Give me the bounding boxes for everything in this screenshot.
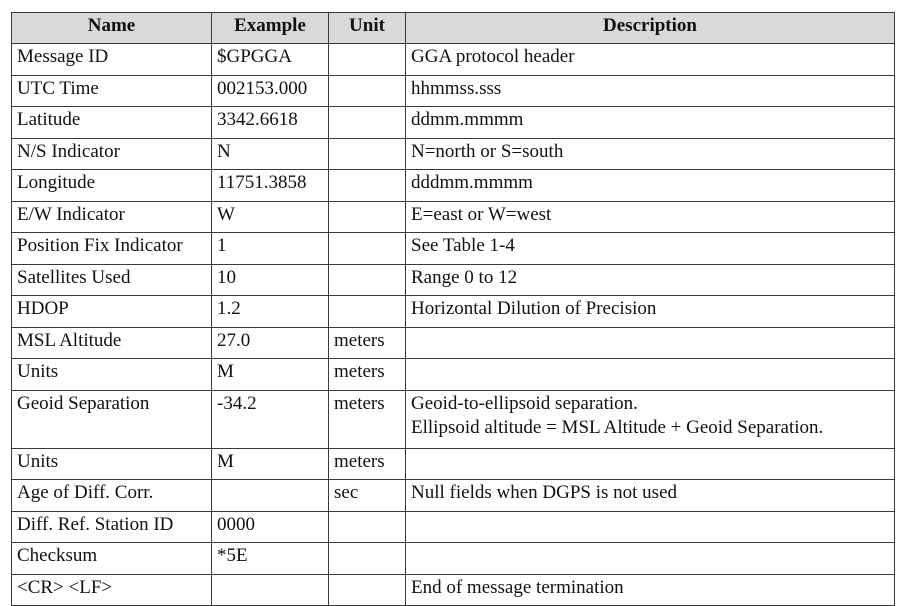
cell-description	[406, 233, 895, 265]
cell-name: Diff. Ref. Station ID	[12, 511, 212, 543]
description-line: End of message termination	[411, 576, 624, 598]
cell-unit	[329, 201, 406, 233]
cell-example: 0000	[212, 511, 329, 543]
cell-description	[406, 511, 895, 543]
description-line: dddmm.mmmm	[411, 172, 533, 193]
cell-unit: meters	[329, 327, 406, 359]
cell-name: <CR> <LF>	[12, 574, 212, 606]
cell-unit: meters	[329, 390, 406, 448]
cell-example: 1.2	[212, 296, 329, 328]
header-row	[12, 13, 895, 44]
table-row	[12, 107, 895, 139]
cell-unit	[329, 543, 406, 575]
cell-description	[406, 574, 895, 606]
cell-description	[406, 480, 895, 512]
gga-message-table	[11, 12, 895, 606]
cell-name: Latitude	[12, 107, 212, 139]
cell-unit	[329, 75, 406, 107]
description-line: GGA protocol header	[411, 46, 575, 67]
cell-unit	[329, 511, 406, 543]
description-line: Null fields when DGPS is not used	[411, 482, 677, 503]
cell-example: N	[212, 138, 329, 170]
cell-name: Geoid Separation	[12, 390, 212, 448]
table-row	[12, 448, 895, 480]
table-row	[12, 44, 895, 76]
cell-unit	[329, 44, 406, 76]
header-unit: Unit	[329, 13, 406, 44]
table-row	[12, 296, 895, 328]
description-line: Geoid-to-ellipsoid separation.	[411, 392, 638, 414]
table-container	[11, 12, 895, 606]
cell-description	[406, 359, 895, 391]
cell-description	[406, 138, 895, 170]
cell-unit	[329, 233, 406, 265]
cell-example: 10	[212, 264, 329, 296]
cell-unit	[329, 170, 406, 202]
cell-name: UTC Time	[12, 75, 212, 107]
description-line: E=east or W=west	[411, 203, 552, 225]
description-line: Ellipsoid altitude = MSL Altitude + Geoid Separation.	[411, 416, 824, 438]
table-row	[12, 511, 895, 543]
table-row	[12, 390, 895, 448]
cell-example	[212, 480, 329, 512]
cell-unit	[329, 107, 406, 139]
cell-name: Longitude	[12, 170, 212, 202]
table-row	[12, 543, 895, 575]
cell-description	[406, 390, 895, 448]
description-line: hhmmss.sss	[411, 77, 502, 99]
cell-name: Checksum	[12, 543, 212, 575]
cell-description	[406, 107, 895, 139]
cell-name: Age of Diff. Corr.	[12, 480, 212, 512]
description-line: Range 0 to 12	[411, 266, 518, 288]
description-line: N=north or S=south	[411, 140, 564, 162]
table-row	[12, 170, 895, 202]
cell-description	[406, 296, 895, 328]
table-row	[12, 327, 895, 359]
header-description: Description	[406, 13, 895, 44]
cell-name: Units	[12, 359, 212, 391]
table-row	[12, 138, 895, 170]
table-row	[12, 480, 895, 512]
cell-name: Position Fix Indicator	[12, 233, 212, 265]
cell-example: 002153.000	[212, 75, 329, 107]
cell-description	[406, 75, 895, 107]
cell-example	[212, 574, 329, 606]
description-line: ddmm.mmmm	[411, 109, 524, 130]
cell-example: *5E	[212, 543, 329, 575]
cell-name: HDOP	[12, 296, 212, 328]
cell-description	[406, 170, 895, 202]
cell-example: -34.2	[212, 390, 329, 448]
cell-description	[406, 44, 895, 76]
cell-name: N/S Indicator	[12, 138, 212, 170]
cell-unit	[329, 574, 406, 606]
cell-description	[406, 327, 895, 359]
cell-unit: meters	[329, 448, 406, 480]
cell-example: $GPGGA	[212, 44, 329, 76]
cell-unit: meters	[329, 359, 406, 391]
cell-unit	[329, 296, 406, 328]
cell-name: MSL Altitude	[12, 327, 212, 359]
cell-name: Satellites Used	[12, 264, 212, 296]
cell-example: W	[212, 201, 329, 233]
cell-description	[406, 201, 895, 233]
cell-description	[406, 543, 895, 575]
cell-unit: sec	[329, 480, 406, 512]
table-row	[12, 264, 895, 296]
cell-description	[406, 448, 895, 480]
cell-unit	[329, 138, 406, 170]
cell-name: Units	[12, 448, 212, 480]
table-row	[12, 75, 895, 107]
cell-example: 1	[212, 233, 329, 265]
table-row	[12, 233, 895, 265]
table-row	[12, 201, 895, 233]
cell-unit	[329, 264, 406, 296]
cell-example: 27.0	[212, 327, 329, 359]
cell-description	[406, 264, 895, 296]
table-row	[12, 574, 895, 606]
table-row	[12, 359, 895, 391]
description-line: Horizontal Dilution of Precision	[411, 298, 657, 319]
cell-example: 11751.3858	[212, 170, 329, 202]
header-example: Example	[212, 13, 329, 44]
cell-name: Message ID	[12, 44, 212, 76]
description-line: See Table 1-4	[411, 235, 515, 256]
header-name: Name	[12, 13, 212, 44]
table-body	[12, 44, 895, 606]
cell-example: 3342.6618	[212, 107, 329, 139]
cell-name: E/W Indicator	[12, 201, 212, 233]
cell-example: M	[212, 448, 329, 480]
cell-example: M	[212, 359, 329, 391]
